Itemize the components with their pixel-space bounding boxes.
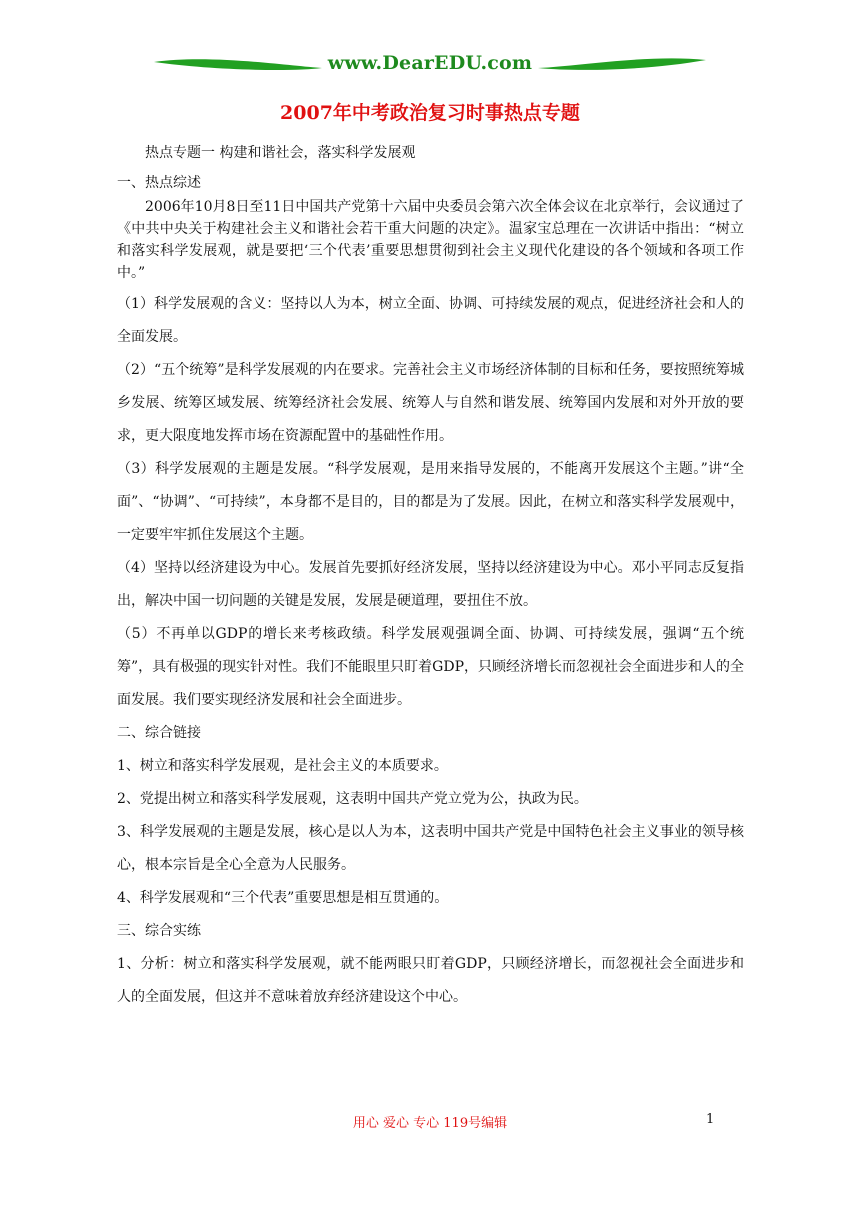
overview-point: （2）“五个统筹”是科学发展观的内在要求。完善社会主义市场经济体制的目标和任务，要按照统筹城乡发展、统筹区域发展、统筹经济社会发展、统筹人与自然和谐发展、统筹国内发展和对外开放的要求，更大限度地发挥市场在资源配置中的基础性作用。 <box>117 362 744 444</box>
overview-point: （3）科学发展观的主题是发展。“科学发展观，是用来指导发展的，不能离开发展这个主题。”讲“全面”、“协调”、“可持续”，本身都不是目的，目的都是为了发展。因此，在树立和落实科学发展观中，一定要牢牢抓住发展这个主题。 <box>117 461 744 543</box>
links-point: 1、树立和落实科学发展观，是社会主义的本质要求。 <box>117 758 448 774</box>
document-title: 2007年中考政治复习时事热点专题 <box>280 102 580 124</box>
topic-subtitle: 热点专题一 构建和谐社会，落实科学发展观 <box>145 145 416 161</box>
site-name[interactable]: www.DearEDU.com <box>327 52 533 74</box>
page-number: 1 <box>706 1112 715 1127</box>
links-point: 4、科学发展观和“三个代表”重要思想是相互贯通的。 <box>117 890 449 906</box>
section-heading-practice: 三、综合实练 <box>117 923 201 939</box>
links-point: 2、党提出树立和落实科学发展观，这表明中国共产党立党为公，执政为民。 <box>117 791 588 807</box>
footer-text: 用心 爱心 专心 119号编辑 <box>352 1116 508 1131</box>
overview-intro-paragraph: 2006年10月8日至11日中国共产党第十六届中央委员会第六次全体会议在北京举行，会议通过了《中共中央关于构建社会主义和谐社会若干重大问题的决定》。温家宝总理在一次讲话中指出：“树立和落实科学发展观，就是要把‘三个代表’重要思想贯彻到社会主义现代化建设的各个领域和各项工作中。” <box>117 199 744 281</box>
section-heading-overview: 一、热点综述 <box>117 175 201 191</box>
section-heading-links: 二、综合链接 <box>117 725 201 741</box>
overview-point: （5）不再单以GDP的增长来考核政绩。科学发展观强调全面、协调、可持续发展，强调“五个统筹”，具有极强的现实针对性。我们不能眼里只盯着GDP，只顾经济增长而忽视社会全面进步和人的全面发展。我们要实现经济发展和社会全面进步。 <box>117 626 744 708</box>
document-body <box>117 140 744 1014</box>
overview-point: （4）坚持以经济建设为中心。发展首先要抓好经济发展，坚持以经济建设为中心。邓小平同志反复指出，解决中国一切问题的关键是发展，发展是硬道理，要扭住不放。 <box>117 560 744 609</box>
links-point: 3、科学发展观的主题是发展，核心是以人为本，这表明中国共产党是中国特色社会主义事业的领导核心，根本宗旨是全心全意为人民服务。 <box>117 824 744 873</box>
overview-point: （1）科学发展观的含义：坚持以人为本，树立全面、协调、可持续发展的观点，促进经济社会和人的全面发展。 <box>117 296 744 345</box>
practice-point: 1、分析：树立和落实科学发展观，就不能两眼只盯着GDP，只顾经济增长，而忽视社会全面进步和人的全面发展，但这并不意味着放弃经济建设这个中心。 <box>117 956 744 1005</box>
site-header-banner <box>150 48 710 84</box>
